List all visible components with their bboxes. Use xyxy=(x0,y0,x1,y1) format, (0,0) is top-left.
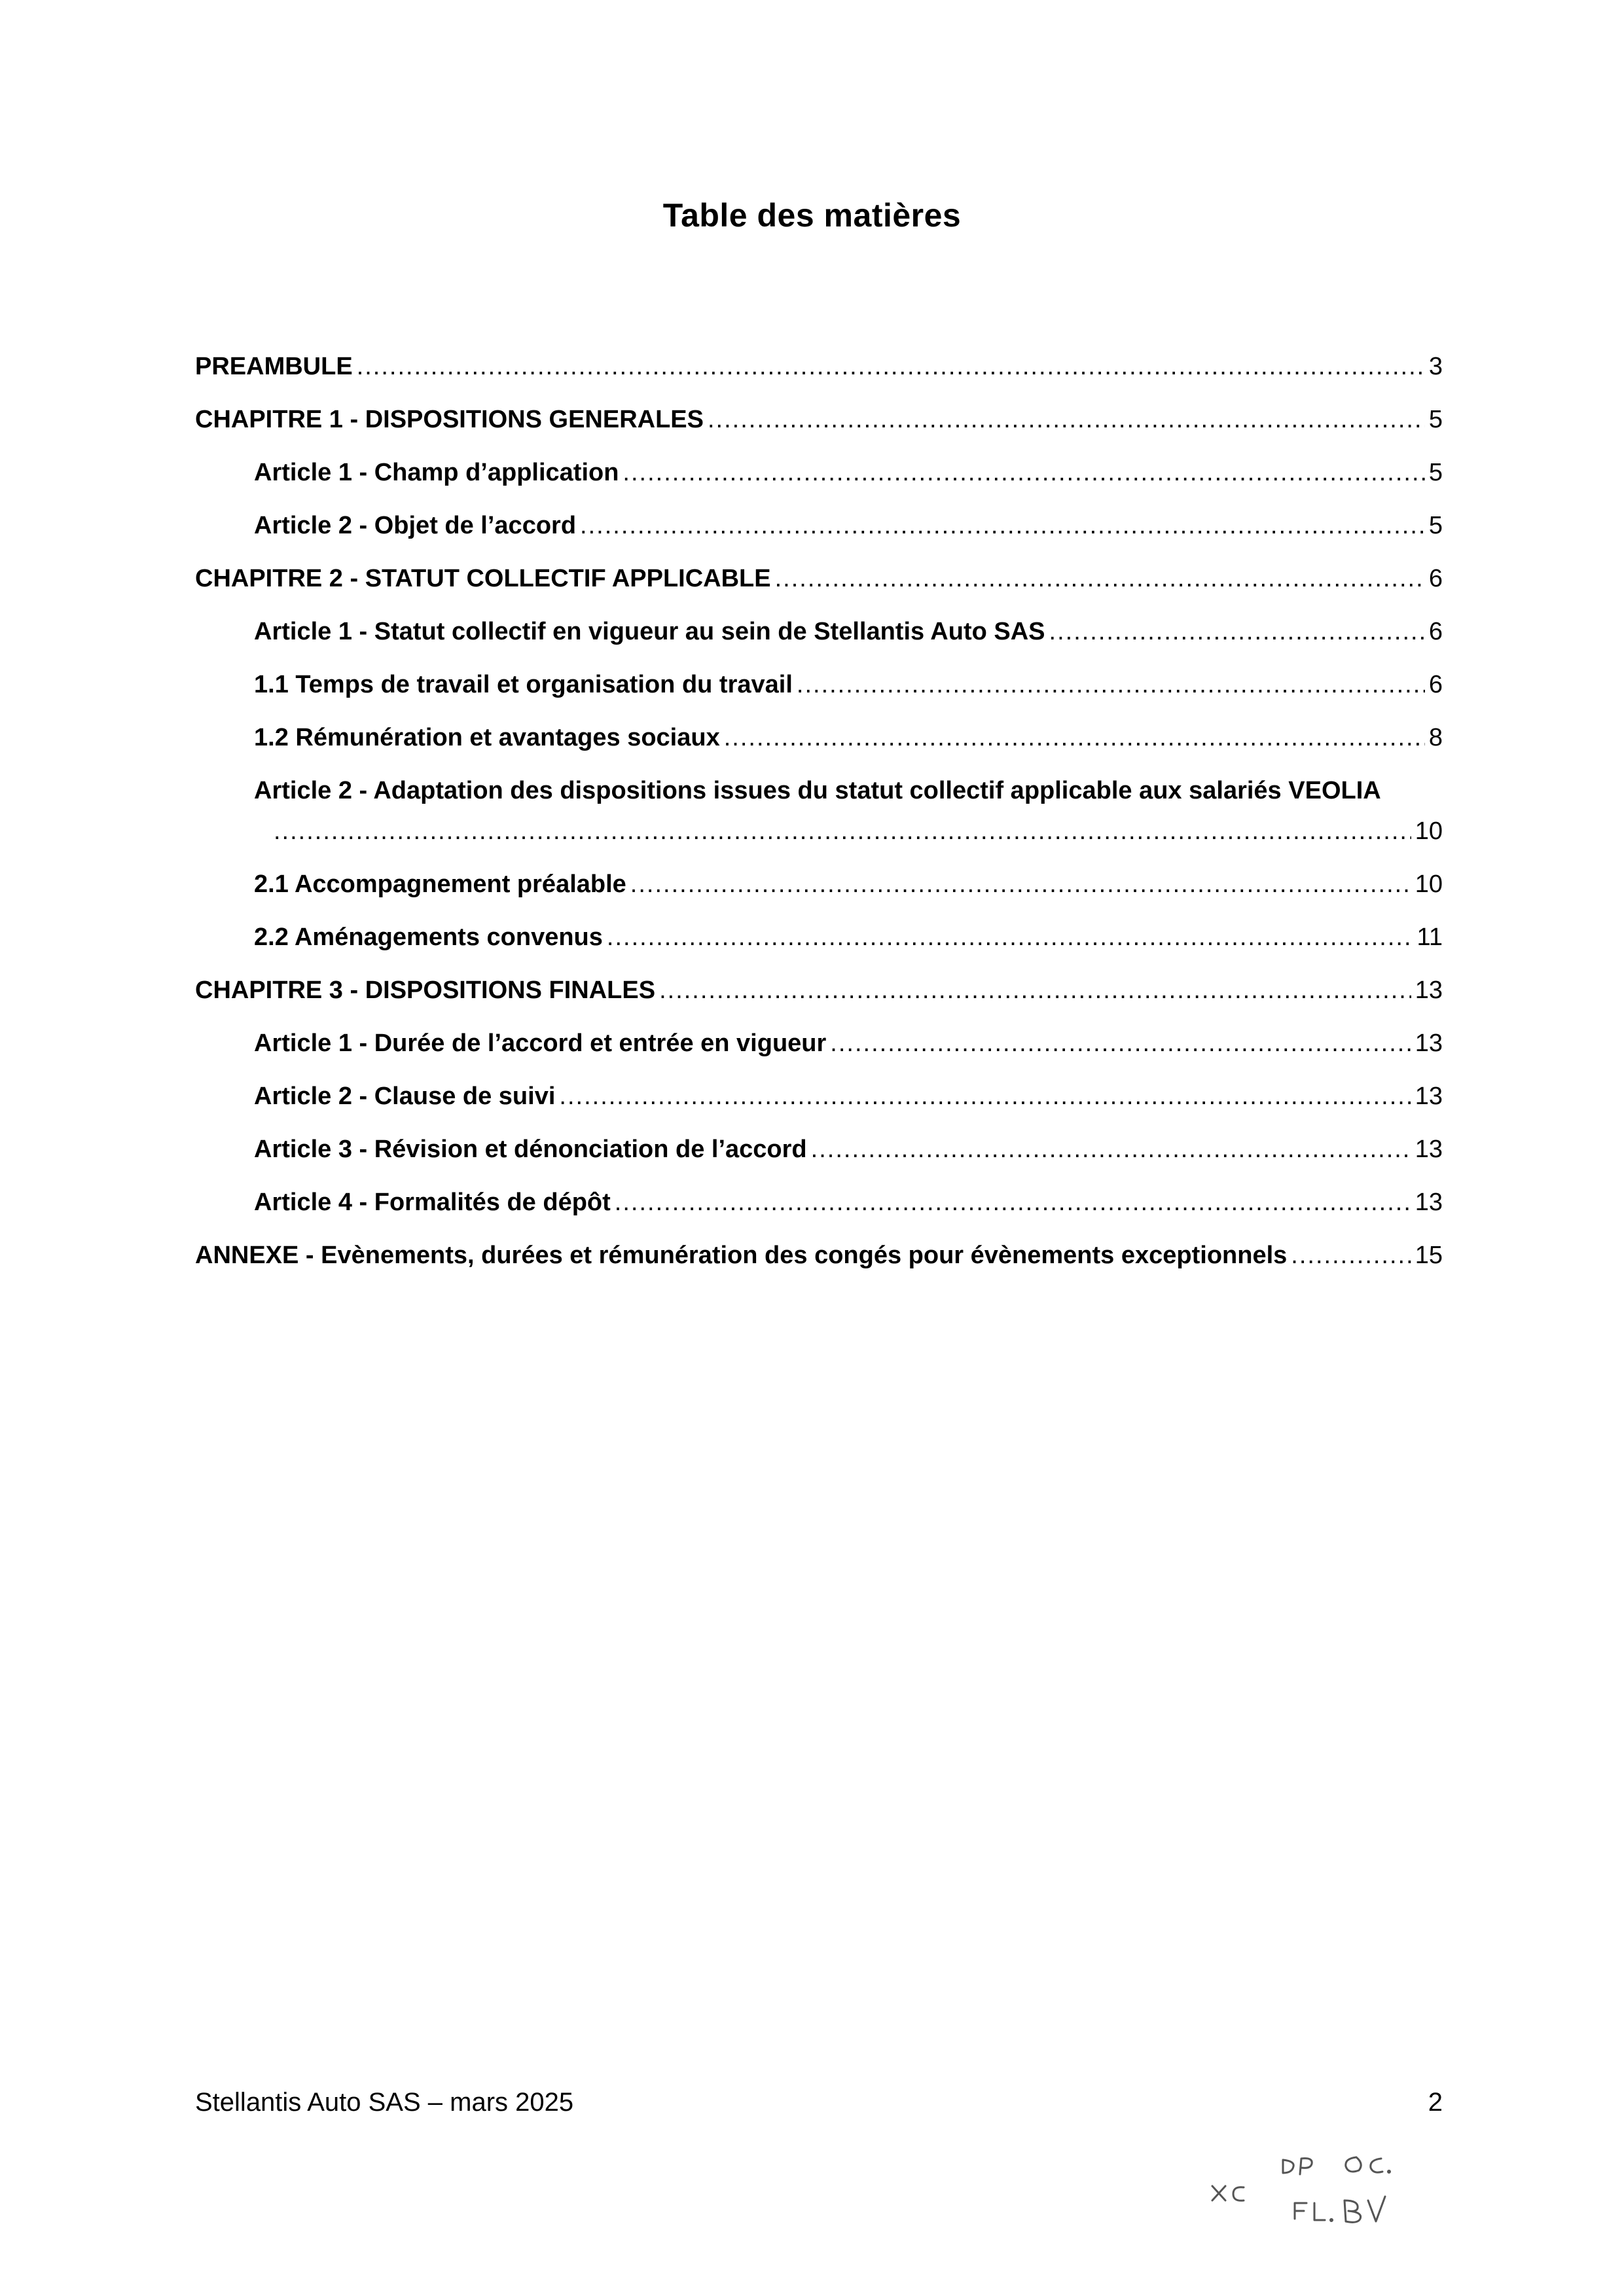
toc-entry-title: 2.2 Aménagements convenus xyxy=(254,924,603,951)
toc-leader-dots xyxy=(1291,1236,1411,1275)
toc-leader-dots xyxy=(830,1024,1411,1063)
toc-page-number: 6 xyxy=(1428,565,1443,592)
toc-leader-dots xyxy=(607,918,1413,957)
toc-leader-dots xyxy=(580,506,1425,545)
toc-page-number: 13 xyxy=(1415,1030,1443,1057)
toc-entry-title: PREAMBULE xyxy=(195,353,353,380)
toc-entry-title: CHAPITRE 1 - DISPOSITIONS GENERALES xyxy=(195,406,704,433)
toc-entry-ch3-article-2[interactable] xyxy=(254,1077,1443,1116)
toc-entry-title: CHAPITRE 2 - STATUT COLLECTIF APPLICABLE xyxy=(195,565,771,592)
toc-entry-preambule[interactable] xyxy=(195,347,1443,386)
toc-page-number: 13 xyxy=(1415,1083,1443,1110)
toc-page-number: 3 xyxy=(1428,353,1443,380)
toc-entry-annexe[interactable] xyxy=(195,1236,1443,1275)
toc-entry-title: Article 2 - Clause de suivi xyxy=(254,1083,556,1110)
toc-entry-title: Article 1 - Statut collectif en vigueur au sein de Stellantis Auto SAS xyxy=(254,618,1045,645)
toc-page-number: 11 xyxy=(1416,924,1443,951)
toc-entry-ch2-section-2-2[interactable] xyxy=(254,918,1443,957)
toc-leader-dots xyxy=(615,1183,1411,1222)
toc-entry-ch2-article-1[interactable] xyxy=(254,612,1443,651)
toc-leader-dots xyxy=(659,971,1411,1010)
toc-entry-title: Article 1 - Champ d’application xyxy=(254,459,619,486)
toc-leader-dots xyxy=(559,1077,1411,1116)
toc-entry-ch2-article-2[interactable] xyxy=(254,771,1443,810)
toc-page-number: 5 xyxy=(1428,406,1443,433)
toc-leader-dots xyxy=(623,453,1424,492)
toc-entry-title: Article 3 - Révision et dénonciation de l’accord xyxy=(254,1136,807,1163)
toc-page-number: 5 xyxy=(1428,459,1443,486)
toc-entry-ch3-article-4[interactable] xyxy=(254,1183,1443,1222)
toc-entry-ch1-article-1[interactable] xyxy=(254,453,1443,492)
page-title: Table des matières xyxy=(662,197,962,234)
toc-leader-dots xyxy=(630,865,1411,904)
toc-page-number: 8 xyxy=(1428,724,1443,751)
toc-page-number: 5 xyxy=(1428,512,1443,539)
toc-entry-ch2-section-1-1[interactable] xyxy=(254,665,1443,704)
toc-entry-title: Article 2 - Adaptation des dispositions issues du statut collectif applicable aux salariés VEOLIA xyxy=(254,777,1381,804)
toc-entry-ch3-article-1[interactable] xyxy=(254,1024,1443,1063)
toc-entry-ch2-section-2-1[interactable] xyxy=(254,865,1443,904)
toc-leader-dots xyxy=(775,559,1425,598)
toc-entry-chapitre-3[interactable] xyxy=(195,971,1443,1010)
toc-entry-title: Article 4 - Formalités de dépôt xyxy=(254,1189,611,1216)
toc-leader-dots xyxy=(357,347,1425,386)
toc-entry-title: Article 2 - Objet de l’accord xyxy=(254,512,577,539)
toc-entry-chapitre-1[interactable] xyxy=(195,400,1443,439)
toc-page-number: 15 xyxy=(1415,1242,1443,1269)
toc-entry-title: 1.1 Temps de travail et organisation du travail xyxy=(254,671,793,698)
toc-page-number: 10 xyxy=(1415,870,1443,898)
toc-entry-chapitre-2[interactable] xyxy=(195,559,1443,598)
toc-page-number: 10 xyxy=(1415,817,1443,845)
toc-page-number: 6 xyxy=(1428,618,1443,645)
toc-entry-title: Article 1 - Durée de l’accord et entrée en vigueur xyxy=(254,1030,827,1057)
toc-page-number: 13 xyxy=(1415,1136,1443,1163)
toc-page-number: 13 xyxy=(1415,977,1443,1004)
toc-leader-dots xyxy=(1049,612,1425,651)
toc-leader-dots xyxy=(708,400,1425,439)
toc-entry-ch1-article-2[interactable] xyxy=(254,506,1443,545)
toc-page-number: 6 xyxy=(1428,671,1443,698)
toc-leader-dots xyxy=(811,1130,1411,1169)
toc-page-number: 13 xyxy=(1415,1189,1443,1216)
toc-entry-title: 1.2 Rémunération et avantages sociaux xyxy=(254,724,720,751)
toc-entry-title: 2.1 Accompagnement préalable xyxy=(254,870,626,898)
handwritten-initials xyxy=(1204,2140,1453,2232)
toc-leader-dots xyxy=(797,665,1425,704)
toc-leader-dots xyxy=(274,812,1411,851)
toc-entry-ch2-article-2-continuation[interactable] xyxy=(274,812,1443,851)
footer-page-number: 2 xyxy=(1428,2088,1443,2117)
toc-entry-ch2-section-1-2[interactable] xyxy=(254,718,1443,757)
toc-entry-title: CHAPITRE 3 - DISPOSITIONS FINALES xyxy=(195,977,656,1004)
toc-entry-title: ANNEXE - Evènements, durées et rémunération des congés pour évènements exceptionnels xyxy=(195,1242,1288,1269)
toc-entry-ch3-article-3[interactable] xyxy=(254,1130,1443,1169)
footer-company-date: Stellantis Auto SAS – mars 2025 xyxy=(195,2088,574,2117)
toc-leader-dots xyxy=(724,718,1425,757)
